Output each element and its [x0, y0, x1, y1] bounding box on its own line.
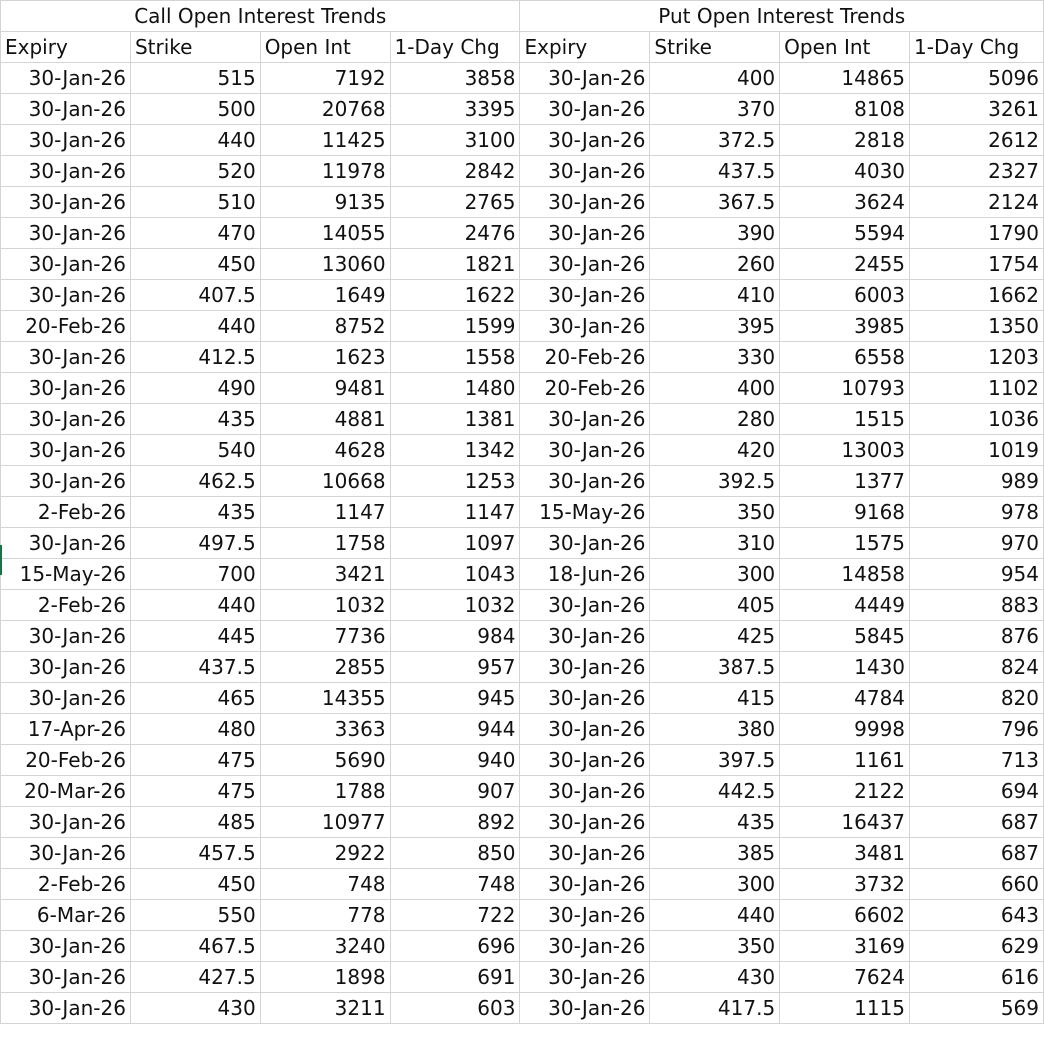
table-cell[interactable]: 2818 [780, 125, 910, 156]
table-cell[interactable]: 687 [910, 807, 1044, 838]
table-cell[interactable]: 30-Jan-26 [520, 156, 650, 187]
table-cell[interactable]: 490 [130, 373, 260, 404]
table-row [1, 373, 1044, 404]
table-cell[interactable]: 691 [390, 962, 520, 993]
table-cell[interactable]: 520 [130, 156, 260, 187]
table-cell[interactable]: 30-Jan-26 [520, 838, 650, 869]
table-cell[interactable]: 1623 [260, 342, 390, 373]
table-cell[interactable]: 15-May-26 [1, 559, 131, 590]
table-cell[interactable]: 1788 [260, 776, 390, 807]
table-cell[interactable]: 30-Jan-26 [520, 218, 650, 249]
table-cell[interactable]: 6602 [780, 900, 910, 931]
table-cell[interactable]: 687 [910, 838, 1044, 869]
table-cell[interactable]: 400 [650, 63, 780, 94]
table-cell[interactable]: 796 [910, 714, 1044, 745]
table-cell[interactable]: 20-Feb-26 [520, 373, 650, 404]
table-cell[interactable]: 1599 [390, 311, 520, 342]
table-cell[interactable]: 30-Jan-26 [520, 714, 650, 745]
table-cell[interactable]: 30-Jan-26 [1, 342, 131, 373]
table-cell[interactable]: 30-Jan-26 [1, 156, 131, 187]
table-cell[interactable]: 3100 [390, 125, 520, 156]
table-cell[interactable]: 410 [650, 280, 780, 311]
table-row [1, 156, 1044, 187]
table-cell[interactable]: 722 [390, 900, 520, 931]
table-cell[interactable]: 8108 [780, 94, 910, 125]
table-cell[interactable]: 30-Jan-26 [1, 125, 131, 156]
table-cell[interactable]: 20-Feb-26 [1, 745, 131, 776]
table-cell[interactable]: 14858 [780, 559, 910, 590]
table-cell[interactable]: 440 [130, 311, 260, 342]
table-row [1, 776, 1044, 807]
table-row [1, 838, 1044, 869]
table-cell[interactable]: 30-Jan-26 [520, 435, 650, 466]
table-row [1, 714, 1044, 745]
table-cell[interactable]: 30-Jan-26 [520, 249, 650, 280]
table-row [1, 63, 1044, 94]
table-cell[interactable]: 11978 [260, 156, 390, 187]
table-cell[interactable]: 515 [130, 63, 260, 94]
table-cell[interactable]: 30-Jan-26 [1, 528, 131, 559]
table-cell[interactable]: 3858 [390, 63, 520, 94]
table-cell[interactable]: 10977 [260, 807, 390, 838]
table-cell[interactable]: 30-Jan-26 [520, 776, 650, 807]
table-cell[interactable]: 1203 [910, 342, 1044, 373]
table-cell[interactable]: 1480 [390, 373, 520, 404]
table-cell[interactable]: 1662 [910, 280, 1044, 311]
table-cell[interactable]: 425 [650, 621, 780, 652]
table-cell[interactable]: 450 [130, 869, 260, 900]
table-cell[interactable]: 15-May-26 [520, 497, 650, 528]
table-row [1, 435, 1044, 466]
column-header-cell[interactable]: Strike [650, 32, 780, 63]
table-cell[interactable]: 397.5 [650, 745, 780, 776]
table-cell[interactable]: 310 [650, 528, 780, 559]
table-cell[interactable]: 30-Jan-26 [520, 993, 650, 1024]
table-cell[interactable]: 16437 [780, 807, 910, 838]
table-cell[interactable]: 4784 [780, 683, 910, 714]
table-cell[interactable]: 30-Jan-26 [1, 962, 131, 993]
table-cell[interactable]: 30-Jan-26 [1, 280, 131, 311]
table-cell[interactable]: 3481 [780, 838, 910, 869]
table-row [1, 993, 1044, 1024]
table-cell[interactable]: 435 [130, 404, 260, 435]
table-cell[interactable]: 1253 [390, 466, 520, 497]
table-cell[interactable]: 30-Jan-26 [1, 435, 131, 466]
table-cell[interactable]: 400 [650, 373, 780, 404]
table-cell[interactable]: 385 [650, 838, 780, 869]
table-cell[interactable]: 1342 [390, 435, 520, 466]
table-row [1, 280, 1044, 311]
table-cell[interactable]: 440 [130, 590, 260, 621]
table-cell[interactable]: 20-Feb-26 [520, 342, 650, 373]
table-cell[interactable]: 3395 [390, 94, 520, 125]
table-cell[interactable]: 435 [130, 497, 260, 528]
table-cell[interactable]: 350 [650, 931, 780, 962]
table-cell[interactable]: 616 [910, 962, 1044, 993]
table-row [1, 900, 1044, 931]
table-row [1, 807, 1044, 838]
table-cell[interactable]: 30-Jan-26 [520, 311, 650, 342]
table-cell[interactable]: 437.5 [130, 652, 260, 683]
table-cell[interactable]: 1161 [780, 745, 910, 776]
table-cell[interactable]: 3732 [780, 869, 910, 900]
table-cell[interactable]: 30-Jan-26 [1, 652, 131, 683]
header-row [1, 32, 1044, 63]
table-cell[interactable]: 30-Jan-26 [520, 63, 650, 94]
table-row [1, 962, 1044, 993]
table-cell[interactable]: 945 [390, 683, 520, 714]
table-cell[interactable]: 427.5 [130, 962, 260, 993]
table-cell[interactable]: 1019 [910, 435, 1044, 466]
table-cell[interactable]: 4881 [260, 404, 390, 435]
table-cell[interactable]: 1821 [390, 249, 520, 280]
table-cell[interactable]: 30-Jan-26 [520, 528, 650, 559]
table-cell[interactable]: 30-Jan-26 [1, 621, 131, 652]
table-cell[interactable]: 467.5 [130, 931, 260, 962]
table-cell[interactable]: 7624 [780, 962, 910, 993]
table-cell[interactable]: 30-Jan-26 [520, 962, 650, 993]
table-cell[interactable]: 260 [650, 249, 780, 280]
table-cell[interactable]: 370 [650, 94, 780, 125]
table-row [1, 249, 1044, 280]
table-cell[interactable]: 412.5 [130, 342, 260, 373]
table-cell[interactable]: 5096 [910, 63, 1044, 94]
table-cell[interactable]: 440 [130, 125, 260, 156]
table-cell[interactable]: 550 [130, 900, 260, 931]
table-cell[interactable]: 380 [650, 714, 780, 745]
table-cell[interactable]: 2612 [910, 125, 1044, 156]
table-cell[interactable]: 30-Jan-26 [520, 745, 650, 776]
table-cell[interactable]: 480 [130, 714, 260, 745]
table-cell[interactable]: 820 [910, 683, 1044, 714]
column-header-cell[interactable]: Expiry [520, 32, 650, 63]
table-cell[interactable]: 2-Feb-26 [1, 497, 131, 528]
table-cell[interactable]: 540 [130, 435, 260, 466]
table-cell[interactable]: 510 [130, 187, 260, 218]
table-cell[interactable]: 3985 [780, 311, 910, 342]
table-cell[interactable]: 2455 [780, 249, 910, 280]
table-cell[interactable]: 30-Jan-26 [1, 404, 131, 435]
table-cell[interactable]: 1147 [260, 497, 390, 528]
table-cell[interactable]: 629 [910, 931, 1044, 962]
table-cell[interactable]: 6003 [780, 280, 910, 311]
table-cell[interactable]: 970 [910, 528, 1044, 559]
table-cell[interactable]: 450 [130, 249, 260, 280]
table-cell[interactable]: 300 [650, 559, 780, 590]
table-cell[interactable]: 883 [910, 590, 1044, 621]
table-cell[interactable]: 30-Jan-26 [1, 807, 131, 838]
table-cell[interactable]: 6558 [780, 342, 910, 373]
table-cell[interactable]: 1622 [390, 280, 520, 311]
table-cell[interactable]: 407.5 [130, 280, 260, 311]
table-cell[interactable]: 569 [910, 993, 1044, 1024]
table-cell[interactable]: 660 [910, 869, 1044, 900]
table-cell[interactable]: 748 [260, 869, 390, 900]
table-cell[interactable]: 876 [910, 621, 1044, 652]
table-row [1, 590, 1044, 621]
table-cell[interactable]: 30-Jan-26 [1, 466, 131, 497]
table-cell[interactable]: 1898 [260, 962, 390, 993]
table-cell[interactable]: 30-Jan-26 [520, 900, 650, 931]
title-row [1, 1, 1044, 32]
table-cell[interactable]: 330 [650, 342, 780, 373]
column-header-cell[interactable]: Open Int [260, 32, 390, 63]
table-row [1, 869, 1044, 900]
table-cell[interactable]: 1115 [780, 993, 910, 1024]
table-row [1, 94, 1044, 125]
table-cell[interactable]: 3261 [910, 94, 1044, 125]
table-cell[interactable]: 2765 [390, 187, 520, 218]
table-cell[interactable]: 30-Jan-26 [520, 187, 650, 218]
table-cell[interactable]: 2122 [780, 776, 910, 807]
table-cell[interactable]: 1032 [390, 590, 520, 621]
table-cell[interactable]: 6-Mar-26 [1, 900, 131, 931]
table-row [1, 342, 1044, 373]
table-cell[interactable]: 4628 [260, 435, 390, 466]
table-cell[interactable]: 2922 [260, 838, 390, 869]
table-row [1, 497, 1044, 528]
table-cell[interactable]: 13060 [260, 249, 390, 280]
table-cell[interactable]: 30-Jan-26 [520, 807, 650, 838]
table-cell[interactable]: 30-Jan-26 [520, 280, 650, 311]
selection-marker [0, 545, 2, 575]
table-cell[interactable]: 392.5 [650, 466, 780, 497]
table-cell[interactable]: 3624 [780, 187, 910, 218]
table-cell[interactable]: 350 [650, 497, 780, 528]
table-cell[interactable]: 485 [130, 807, 260, 838]
table-cell[interactable]: 435 [650, 807, 780, 838]
table-cell[interactable]: 1754 [910, 249, 1044, 280]
table-cell[interactable]: 30-Jan-26 [1, 993, 131, 1024]
table-row [1, 683, 1044, 714]
table-cell[interactable]: 30-Jan-26 [1, 187, 131, 218]
table-cell[interactable]: 643 [910, 900, 1044, 931]
table-cell[interactable]: 457.5 [130, 838, 260, 869]
table-cell[interactable]: 30-Jan-26 [1, 249, 131, 280]
column-header-cell[interactable]: 1-Day Chg [910, 32, 1044, 63]
table-cell[interactable]: 978 [910, 497, 1044, 528]
table-cell[interactable]: 778 [260, 900, 390, 931]
table-cell[interactable]: 1381 [390, 404, 520, 435]
table-cell[interactable]: 14055 [260, 218, 390, 249]
table-cell[interactable]: 470 [130, 218, 260, 249]
table-cell[interactable]: 13003 [780, 435, 910, 466]
table-cell[interactable]: 984 [390, 621, 520, 652]
table-cell[interactable]: 442.5 [650, 776, 780, 807]
table-cell[interactable]: 603 [390, 993, 520, 1024]
table-cell[interactable]: 2-Feb-26 [1, 590, 131, 621]
table-cell[interactable]: 465 [130, 683, 260, 714]
table-row [1, 559, 1044, 590]
table-cell[interactable]: 1575 [780, 528, 910, 559]
table-row [1, 652, 1044, 683]
table-cell[interactable]: 372.5 [650, 125, 780, 156]
table-cell[interactable]: 5594 [780, 218, 910, 249]
table-cell[interactable]: 497.5 [130, 528, 260, 559]
table-cell[interactable]: 3421 [260, 559, 390, 590]
table-cell[interactable]: 18-Jun-26 [520, 559, 650, 590]
table-cell[interactable]: 2855 [260, 652, 390, 683]
table-cell[interactable]: 30-Jan-26 [520, 94, 650, 125]
table-cell[interactable]: 2-Feb-26 [1, 869, 131, 900]
table-cell[interactable]: 2124 [910, 187, 1044, 218]
column-header-cell[interactable]: Expiry [1, 32, 131, 63]
table-cell[interactable]: 1350 [910, 311, 1044, 342]
table-cell[interactable]: 405 [650, 590, 780, 621]
table-cell[interactable]: 395 [650, 311, 780, 342]
table-cell[interactable]: 20768 [260, 94, 390, 125]
table-cell[interactable]: 748 [390, 869, 520, 900]
table-cell[interactable]: 17-Apr-26 [1, 714, 131, 745]
table-cell[interactable]: 14865 [780, 63, 910, 94]
table-cell[interactable]: 940 [390, 745, 520, 776]
table-cell[interactable]: 417.5 [650, 993, 780, 1024]
table-cell[interactable]: 280 [650, 404, 780, 435]
table-cell[interactable]: 500 [130, 94, 260, 125]
table-cell[interactable]: 1758 [260, 528, 390, 559]
table-cell[interactable]: 387.5 [650, 652, 780, 683]
table-row [1, 931, 1044, 962]
table-cell[interactable]: 957 [390, 652, 520, 683]
table-cell[interactable]: 30-Jan-26 [1, 931, 131, 962]
table-cell[interactable]: 9168 [780, 497, 910, 528]
table-cell[interactable]: 430 [650, 962, 780, 993]
table-cell[interactable]: 694 [910, 776, 1044, 807]
table-cell[interactable]: 2327 [910, 156, 1044, 187]
table-cell[interactable]: 1558 [390, 342, 520, 373]
table-cell[interactable]: 367.5 [650, 187, 780, 218]
table-cell[interactable]: 850 [390, 838, 520, 869]
table-cell[interactable]: 944 [390, 714, 520, 745]
call-title-cell[interactable]: Call Open Interest Trends [1, 1, 520, 32]
table-cell[interactable]: 475 [130, 745, 260, 776]
table-cell[interactable]: 8752 [260, 311, 390, 342]
table-cell[interactable]: 30-Jan-26 [1, 63, 131, 94]
table-cell[interactable]: 415 [650, 683, 780, 714]
table-cell[interactable]: 989 [910, 466, 1044, 497]
table-cell[interactable]: 696 [390, 931, 520, 962]
table-cell[interactable]: 30-Jan-26 [520, 621, 650, 652]
table-cell[interactable]: 9481 [260, 373, 390, 404]
table-cell[interactable]: 437.5 [650, 156, 780, 187]
put-title-cell[interactable]: Put Open Interest Trends [520, 1, 1044, 32]
table-cell[interactable]: 20-Feb-26 [1, 311, 131, 342]
table-row [1, 187, 1044, 218]
table-row [1, 125, 1044, 156]
table-cell[interactable]: 1377 [780, 466, 910, 497]
table-cell[interactable]: 30-Jan-26 [1, 373, 131, 404]
table-cell[interactable]: 2476 [390, 218, 520, 249]
table-cell[interactable]: 3169 [780, 931, 910, 962]
table-cell[interactable]: 30-Jan-26 [1, 94, 131, 125]
table-cell[interactable]: 5690 [260, 745, 390, 776]
column-header-cell[interactable]: Strike [130, 32, 260, 63]
table-cell[interactable]: 440 [650, 900, 780, 931]
table-cell[interactable]: 30-Jan-26 [520, 869, 650, 900]
table-row [1, 218, 1044, 249]
table-cell[interactable]: 1036 [910, 404, 1044, 435]
table-cell[interactable]: 11425 [260, 125, 390, 156]
table-cell[interactable]: 430 [130, 993, 260, 1024]
column-header-cell[interactable]: Open Int [780, 32, 910, 63]
table-cell[interactable]: 954 [910, 559, 1044, 590]
table-cell[interactable]: 30-Jan-26 [520, 652, 650, 683]
table-row [1, 311, 1044, 342]
table-cell[interactable]: 30-Jan-26 [520, 683, 650, 714]
table-cell[interactable]: 1097 [390, 528, 520, 559]
table-row [1, 404, 1044, 435]
table-cell[interactable]: 700 [130, 559, 260, 590]
table-row [1, 621, 1044, 652]
table-cell[interactable]: 2842 [390, 156, 520, 187]
column-header-cell[interactable]: 1-Day Chg [390, 32, 520, 63]
table-cell[interactable]: 3240 [260, 931, 390, 962]
table-cell[interactable]: 824 [910, 652, 1044, 683]
table-cell[interactable]: 30-Jan-26 [1, 218, 131, 249]
table-row [1, 528, 1044, 559]
table-cell[interactable]: 1649 [260, 280, 390, 311]
table-cell[interactable]: 390 [650, 218, 780, 249]
table-cell[interactable]: 1515 [780, 404, 910, 435]
table-cell[interactable]: 1147 [390, 497, 520, 528]
table-cell[interactable]: 10793 [780, 373, 910, 404]
table-cell[interactable]: 9135 [260, 187, 390, 218]
table-cell[interactable]: 3211 [260, 993, 390, 1024]
table-cell[interactable]: 1102 [910, 373, 1044, 404]
table-cell[interactable]: 30-Jan-26 [520, 466, 650, 497]
table-cell[interactable]: 20-Mar-26 [1, 776, 131, 807]
table-cell[interactable]: 7192 [260, 63, 390, 94]
table-cell[interactable]: 300 [650, 869, 780, 900]
table-cell[interactable]: 30-Jan-26 [520, 931, 650, 962]
table-cell[interactable]: 14355 [260, 683, 390, 714]
table-cell[interactable]: 7736 [260, 621, 390, 652]
table-cell[interactable]: 1430 [780, 652, 910, 683]
table-row [1, 745, 1044, 776]
table-cell[interactable]: 475 [130, 776, 260, 807]
table-cell[interactable]: 5845 [780, 621, 910, 652]
table-cell[interactable]: 420 [650, 435, 780, 466]
table-cell[interactable]: 907 [390, 776, 520, 807]
table-cell[interactable]: 4030 [780, 156, 910, 187]
table-cell[interactable]: 445 [130, 621, 260, 652]
table-cell[interactable]: 892 [390, 807, 520, 838]
table-cell[interactable]: 1032 [260, 590, 390, 621]
table-cell[interactable]: 713 [910, 745, 1044, 776]
table-cell[interactable]: 30-Jan-26 [1, 683, 131, 714]
table-cell[interactable]: 462.5 [130, 466, 260, 497]
table-cell[interactable]: 4449 [780, 590, 910, 621]
table-row [1, 466, 1044, 497]
table-cell[interactable]: 9998 [780, 714, 910, 745]
table-cell[interactable]: 30-Jan-26 [520, 590, 650, 621]
table-cell[interactable]: 30-Jan-26 [1, 838, 131, 869]
table-cell[interactable]: 3363 [260, 714, 390, 745]
table-cell[interactable]: 30-Jan-26 [520, 125, 650, 156]
table-cell[interactable]: 30-Jan-26 [520, 404, 650, 435]
table-cell[interactable]: 1790 [910, 218, 1044, 249]
table-cell[interactable]: 1043 [390, 559, 520, 590]
table-cell[interactable]: 10668 [260, 466, 390, 497]
